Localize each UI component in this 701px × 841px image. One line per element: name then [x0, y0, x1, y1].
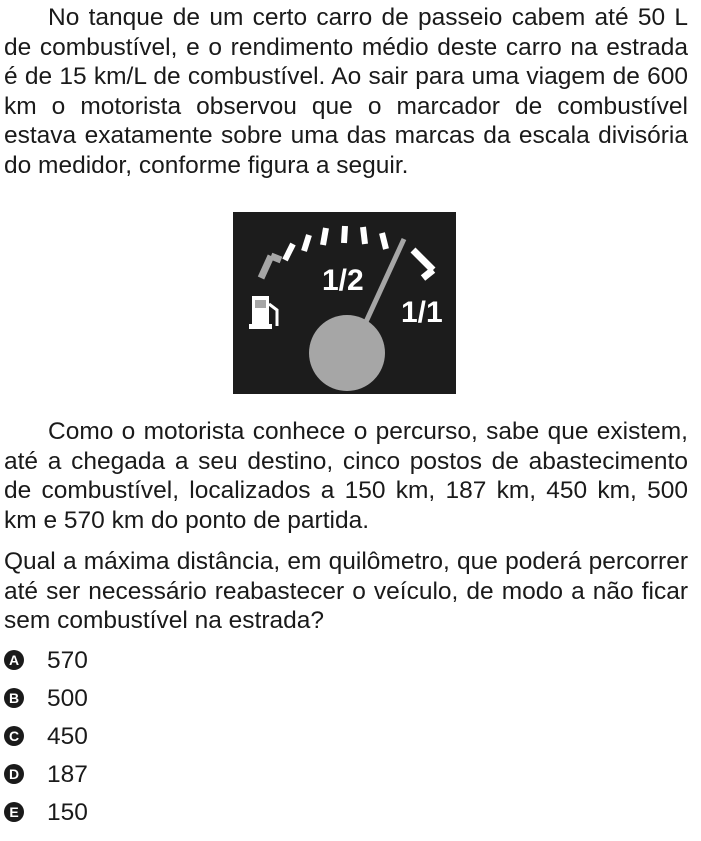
question-prompt: Qual a máxima distância, em quilômetro, que poderá percorrer até ser necessário reabastecer o veículo, de modo a não ficar sem combustível na estrada? [4, 548, 688, 634]
gauge-tick [382, 233, 386, 249]
gauge-tick [363, 227, 365, 244]
option-letter-badge: E [4, 802, 24, 822]
option-value: 570 [47, 647, 88, 674]
gauge-label-full: 1/1 [401, 296, 443, 329]
option-value: 150 [47, 799, 88, 826]
gauge-mark-empty-cap [271, 256, 281, 260]
question-paragraph-1: No tanque de um certo carro de passeio cabem até 50 L de combustível, e o rendimento médio deste carro na estrada é de 15 km/L de combustível. Ao sair para uma viagem de 600 km o motorista observou que o marcador de combustível estava exatamente sobre uma das marcas da escala divisória do medidor, conforme figura a seguir. [4, 4, 688, 179]
option-letter-badge: D [4, 764, 24, 784]
option-value: 187 [47, 761, 88, 788]
fuel-gauge-figure [233, 212, 456, 394]
gauge-label-half: 1/2 [322, 264, 364, 297]
question-paragraph-2: Como o motorista conhece o percurso, sabe que existem, até a chegada a seu destino, cinco postos de abastecimento de combustível, localizados a 150 km, 187 km, 450 km, 500 km e 570 km do ponto de partida. [4, 418, 688, 534]
gauge-tick [323, 228, 326, 245]
option-letter-badge: C [4, 726, 24, 746]
option-letter-badge: B [4, 688, 24, 708]
gauge-tick [344, 226, 345, 243]
option-letter-badge: A [4, 650, 24, 670]
option-value: 450 [47, 723, 88, 750]
gauge-hub [309, 315, 385, 391]
option-value: 500 [47, 685, 88, 712]
